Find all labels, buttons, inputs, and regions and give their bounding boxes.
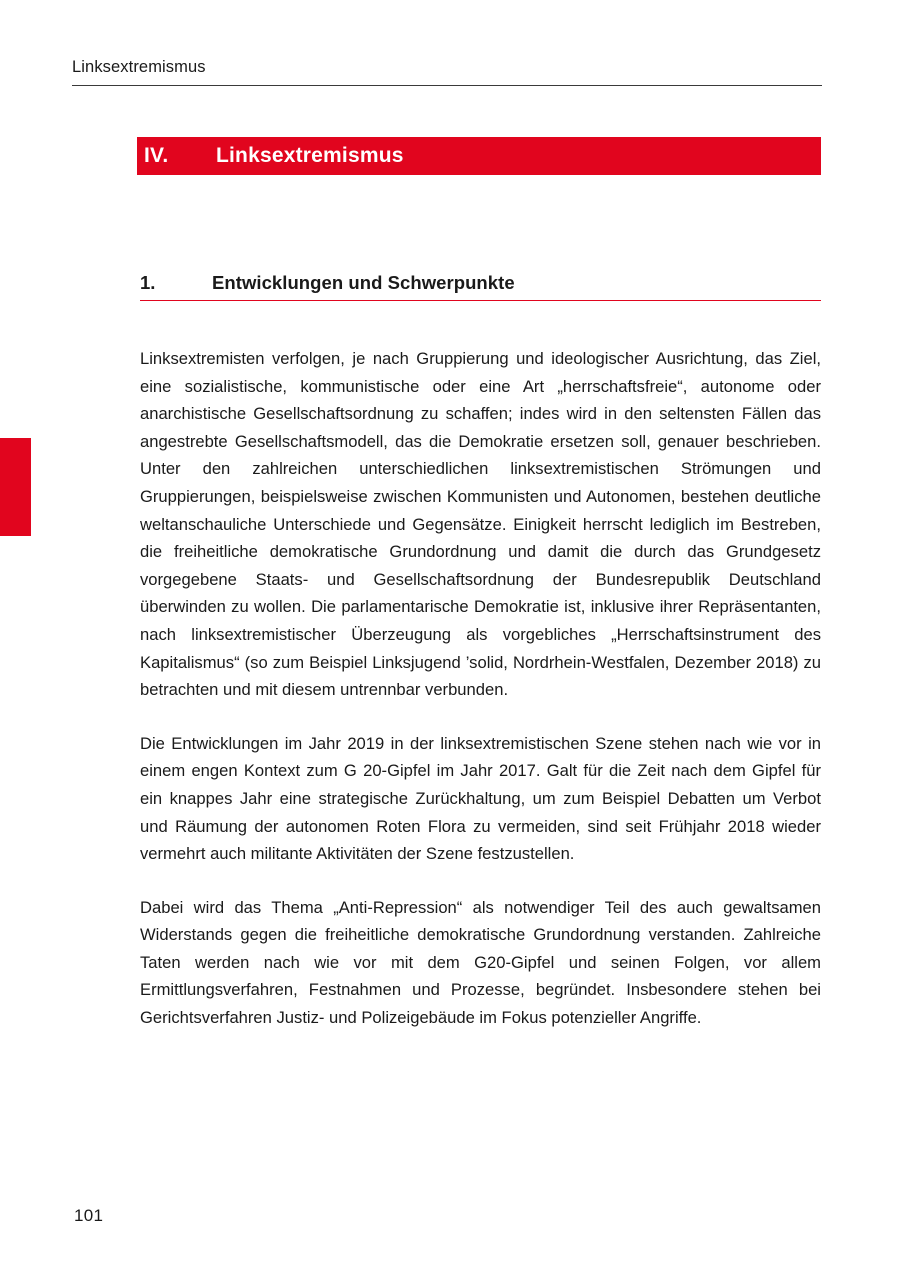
section-heading-rule (140, 300, 821, 301)
running-header (72, 58, 822, 86)
running-header-rule (72, 85, 822, 86)
page-number: 101 (74, 1206, 104, 1225)
chapter-number: IV. (144, 144, 169, 167)
section-heading-row (140, 272, 821, 300)
body-paragraph: Linksextremisten verfolgen, je nach Gruppierung und ideologischer Ausrichtung, das Ziel, eine sozialistische, kommunistische oder eine Art „herrschaftsfreie“, autonome oder anarchistische Gesellschaftsordnung zu schaffen; indes wird in den seltensten Fällen das angestrebte Gesellschaftsmodell, das die Demokratie ersetzen soll, genauer beschrieben. Unter den zahlreichen unterschiedlichen linksextremistischen Strömungen und Gruppierungen, beispielsweise zwischen Kommunisten und Autonomen, bestehen deutliche weltanschauliche Unterschiede und Gegensätze. Einigkeit herrscht lediglich im Bestreben, die freiheitliche demokratische Grundordnung und damit die durch das Grundgesetz vorgegebene Staats- und Gesellschaftsordnung der Bundesrepublik Deutschland überwinden zu wollen. Die parlamentarische Demokratie ist, inklusive ihrer Repräsentanten, nach linksextremistischer Überzeugung als vorgebliches „Herrschaftsinstrument des Kapitalismus“ (so zum Beispiel Linksjugend ’solid, Nordrhein-Westfalen, Dezember 2018) zu betrachten und mit diesem untrennbar verbunden. (140, 349, 821, 700)
section-heading (140, 272, 821, 301)
chapter-thumb-index-tab (0, 438, 31, 536)
section-number: 1. (140, 272, 156, 293)
section-title: Entwicklungen und Schwerpunkte (212, 272, 515, 293)
body-copy (140, 345, 821, 1032)
chapter-title: Linksextremismus (216, 144, 404, 167)
chapter-banner (137, 137, 821, 175)
running-header-label: Linksextremismus (72, 58, 206, 76)
body-paragraph: Dabei wird das Thema „Anti-Repression“ als notwendiger Teil des auch gewaltsamen Widerstands gegen die freiheitliche demokratische Grundordnung verstanden. Zahlreiche Taten werden nach wie vor mit dem G20-Gipfel und seinen Folgen, vor allem Ermittlungsverfahren, Festnahmen und Prozesse, begründet. Insbesondere stehen bei Gerichtsverfahren Justiz- und Polizeigebäude im Fokus potenzieller Angriffe. (140, 897, 821, 1028)
body-paragraph: Die Entwicklungen im Jahr 2019 in der linksextremistischen Szene stehen nach wie vor in einem engen Kontext zum G 20-Gipfel im Jahr 2017. Galt für die Zeit nach dem Gipfel für ein knappes Jahr eine strategische Zurückhaltung, um zum Beispiel Debatten um Verbot und Räumung der autonomen Roten Flora zu vermeiden, sind seit Frühjahr 2018 wieder vermehrt auch militante Aktivitäten der Szene festzustellen. (140, 733, 821, 864)
